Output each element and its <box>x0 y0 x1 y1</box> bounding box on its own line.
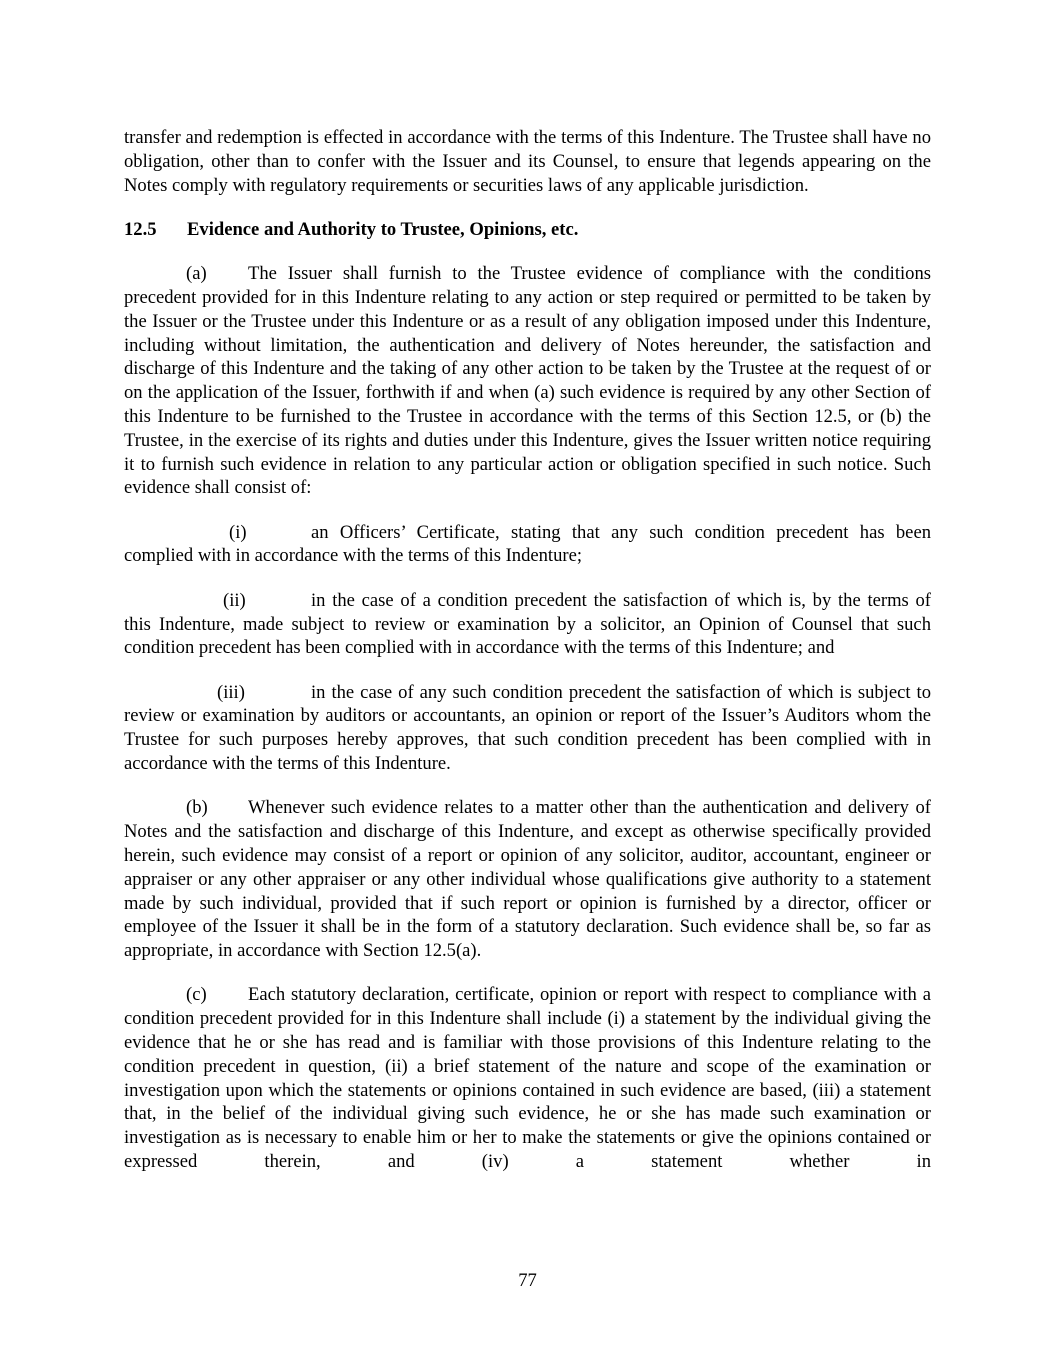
continuation-paragraph: transfer and redemption is effected in accordance with the terms of this Indenture. The Trustee shall have no obligation, other than to confer with the Issuer and its Counsel, to ensure that legends appearing on the Notes comply with regulatory requirements or securities laws of any applicable jurisdiction. <box>124 127 931 196</box>
paragraph-b-label: (b) <box>186 797 208 819</box>
subparagraph-ii-text: in the case of a condition precedent the satisfaction of which is, by the terms of this Indenture, made subject to review or examination by a solicitor, an Opinion of Counsel that such condition precedent has been complied with in accordance with the terms of this Indenture; and <box>124 589 931 659</box>
subparagraph-i-text: an Officers’ Certificate, stating that any such condition precedent has been complied with in accordance with the terms of this Indenture; <box>124 521 931 567</box>
paragraph-a-text: The Issuer shall furnish to the Trustee evidence of compliance with the conditions precedent provided for in this Indenture relating to any action or step required or permitted to be taken by the Issuer or the Trustee under this Indenture or as a result of any obligation imposed under this Indenture, including without limitation, the authentication and delivery of Notes hereunder, the satisfaction and discharge of this Indenture and the taking of any other action to be taken by the Trustee at the request of or on the application of the Issuer, forthwith if and when (a) such evidence is required by any other Section of this Indenture to be furnished to the Trustee in accordance with the terms of this Section 12.5, or (b) the Trustee, in the exercise of its rights and duties under this Indenture, gives the Issuer written notice requiring it to furnish such evidence in relation to any particular action or obligation specified in such notice. Such evidence shall consist of: <box>124 263 931 499</box>
paragraph-c-label: (c) <box>186 984 207 1006</box>
paragraph-a-label: (a) <box>186 263 207 285</box>
subparagraph-iii-text: in the case of any such condition precedent the satisfaction of which is subject to review or examination by auditors or accountants, an opinion or report of the Issuer’s Auditors whom the Trustee for such purposes hereby approves, that such condition precedent has been complied with in accordance with the terms of this Indenture. <box>124 681 931 775</box>
subparagraph-i-label: (i) <box>229 521 247 543</box>
paragraph-a <box>124 262 931 500</box>
section-title: Evidence and Authority to Trustee, Opinions, etc. <box>187 218 579 240</box>
section-heading <box>124 218 931 242</box>
subparagraph-iii <box>124 681 931 776</box>
subparagraph-i <box>124 521 931 569</box>
page-number: 77 <box>518 1270 537 1291</box>
subparagraph-ii-label: (ii) <box>223 589 246 611</box>
paragraph-b <box>124 796 931 963</box>
document-page <box>124 126 931 1174</box>
section-number: 12.5 <box>124 218 157 240</box>
subparagraph-ii <box>124 589 931 660</box>
paragraph-b-text: Whenever such evidence relates to a matter other than the authentication and delivery of Notes and the satisfaction and discharge of this Indenture, and except as otherwise specifically provided herein, such evidence may consist of a report or opinion of any solicitor, auditor, accountant, engineer or appraiser or any other appraiser or any other individual whose qualifications give authority to a statement made by such individual, provided that if such report or opinion is furnished by a director, officer or employee of the Issuer it shall be in the form of a statutory declaration. Such evidence shall be, so far as appropriate, in accordance with Section 12.5(a). <box>124 797 931 962</box>
paragraph-c <box>124 983 931 1173</box>
paragraph-c-text: Each statutory declaration, certificate, opinion or report with respect to compliance with a condition precedent provided for in this Indenture shall include (i) a statement by the individual giving the evidence that he or she has read and is familiar with those provisions of this Indenture relating to the condition precedent in question, (ii) a brief statement of the nature and scope of the examination or investigation upon which the statements or opinions contained in such evidence are based, (iii) a statement that, in the belief of the individual giving such evidence, he or she has made such examination or investigation as is necessary to enable him or her to make the statements or give the opinions contained or expressed therein, and (iv) a statement whether in <box>124 984 931 1172</box>
subparagraph-iii-label: (iii) <box>217 681 245 703</box>
